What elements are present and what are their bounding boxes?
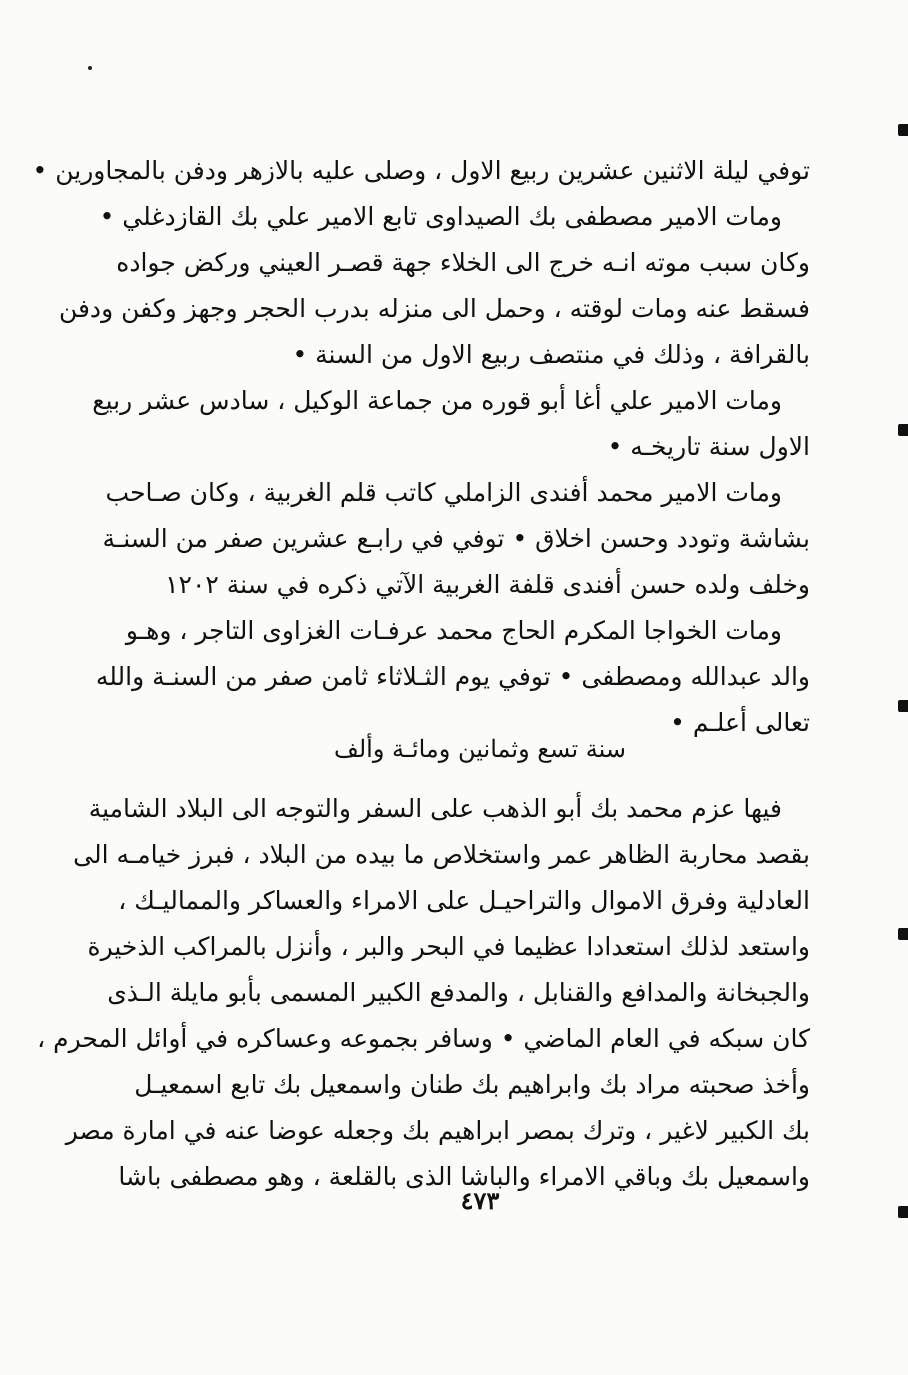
text-line: والد عبدالله ومصطفى • توفي يوم الثـلاثاء ثامن صفر من السنـة والله [95, 662, 810, 691]
paragraph [37, 786, 810, 1200]
section-heading: سنة تسع وثمانين ومائـة وألف [334, 735, 626, 763]
text-line: والجبخانة والمدافع والقنابل ، والمدفع الكبير المسمى بأبو مايلة الـذى [107, 978, 810, 1007]
text-line: ومات الامير مصطفى بك الصيداوى تابع الامير علي بك القازدغلي • [99, 202, 782, 231]
text-line: فيها عزم محمد بك أبو الذهب على السفر والتوجه الى البلاد الشامية [88, 794, 782, 823]
text-line: واستعد لذلك استعدادا عظيما في البحر والبر ، وأنزل بالمراكب الذخيرة [87, 932, 810, 961]
edge-mark [898, 124, 908, 136]
text-line: كان سبكه في العام الماضي • وسافر بجموعه وعساكره في أوائل المحرم ، [37, 1024, 810, 1053]
text-line: وكان سبب موته انـه خرج الى الخلاء جهة قصـر العيني وركض جواده [116, 248, 810, 277]
text-line: ومات الامير علي أغا أبو قوره من جماعة الوكيل ، سادس عشر ربيع [92, 386, 782, 415]
paragraph [102, 470, 810, 608]
text-line: فسقط عنه ومات لوقته ، وحمل الى منزله بدرب الحجر وجهز وكفن ودفن [58, 294, 810, 323]
text-line: الاول سنة تاريخـه • [607, 432, 810, 461]
text-line: بشاشة وتودد وحسن اخلاق • توفي في رابـع عشرين صفر من السنـة [102, 524, 810, 553]
text-line: توفي ليلة الاثنين عشرين ربيع الاول ، وصلى عليه بالازهر ودفن بالمجاورين • [32, 156, 810, 185]
page-number: ٤٧٣ [460, 1186, 500, 1215]
text-line: واسمعيل بك وباقي الامراء والباشا الذى بالقلعة ، وهو مصطفى باشا [118, 1162, 810, 1191]
text-line: تعالى أعلـم • [670, 708, 810, 737]
edge-mark [898, 424, 908, 436]
text-line: بالقرافة ، وذلك في منتصف ربيع الاول من السنة • [292, 340, 810, 369]
text-line: ومات الخواجا المكرم الحاج محمد عرفـات الغزاوى التاجر ، وهـو [125, 616, 782, 645]
text-line: بقصد محاربة الظاهر عمر واستخلاص ما بيده من البلاد ، فبرز خيامـه الى [73, 840, 810, 869]
ink-speck [88, 66, 92, 70]
text-line: العادلية وفرق الاموال والتراحيـل على الامراء والعساكر والمماليـك ، [118, 886, 810, 915]
paragraph [92, 378, 810, 470]
edge-mark [898, 928, 908, 940]
edge-mark [898, 700, 908, 712]
text-line: ومات الامير محمد أفندى الزاملي كاتب قلم الغربية ، وكان صـاحب [105, 478, 782, 507]
paragraph [95, 608, 810, 746]
text-line: وأخذ صحبته مراد بك وابراهيم بك طنان واسمعيل بك تابع اسمعيـل [134, 1070, 810, 1099]
text-block-top [32, 148, 810, 746]
paragraph [32, 148, 810, 378]
text-block-bottom [37, 786, 810, 1200]
text-line: بك الكبير لاغير ، وترك بمصر ابراهيم بك وجعله عوضا عنه في امارة مصر [65, 1116, 810, 1145]
text-line: وخلف ولده حسن أفندى قلفة الغربية الآتي ذكره في سنة ١٢٠٢ [165, 570, 810, 599]
edge-mark [898, 1206, 908, 1218]
